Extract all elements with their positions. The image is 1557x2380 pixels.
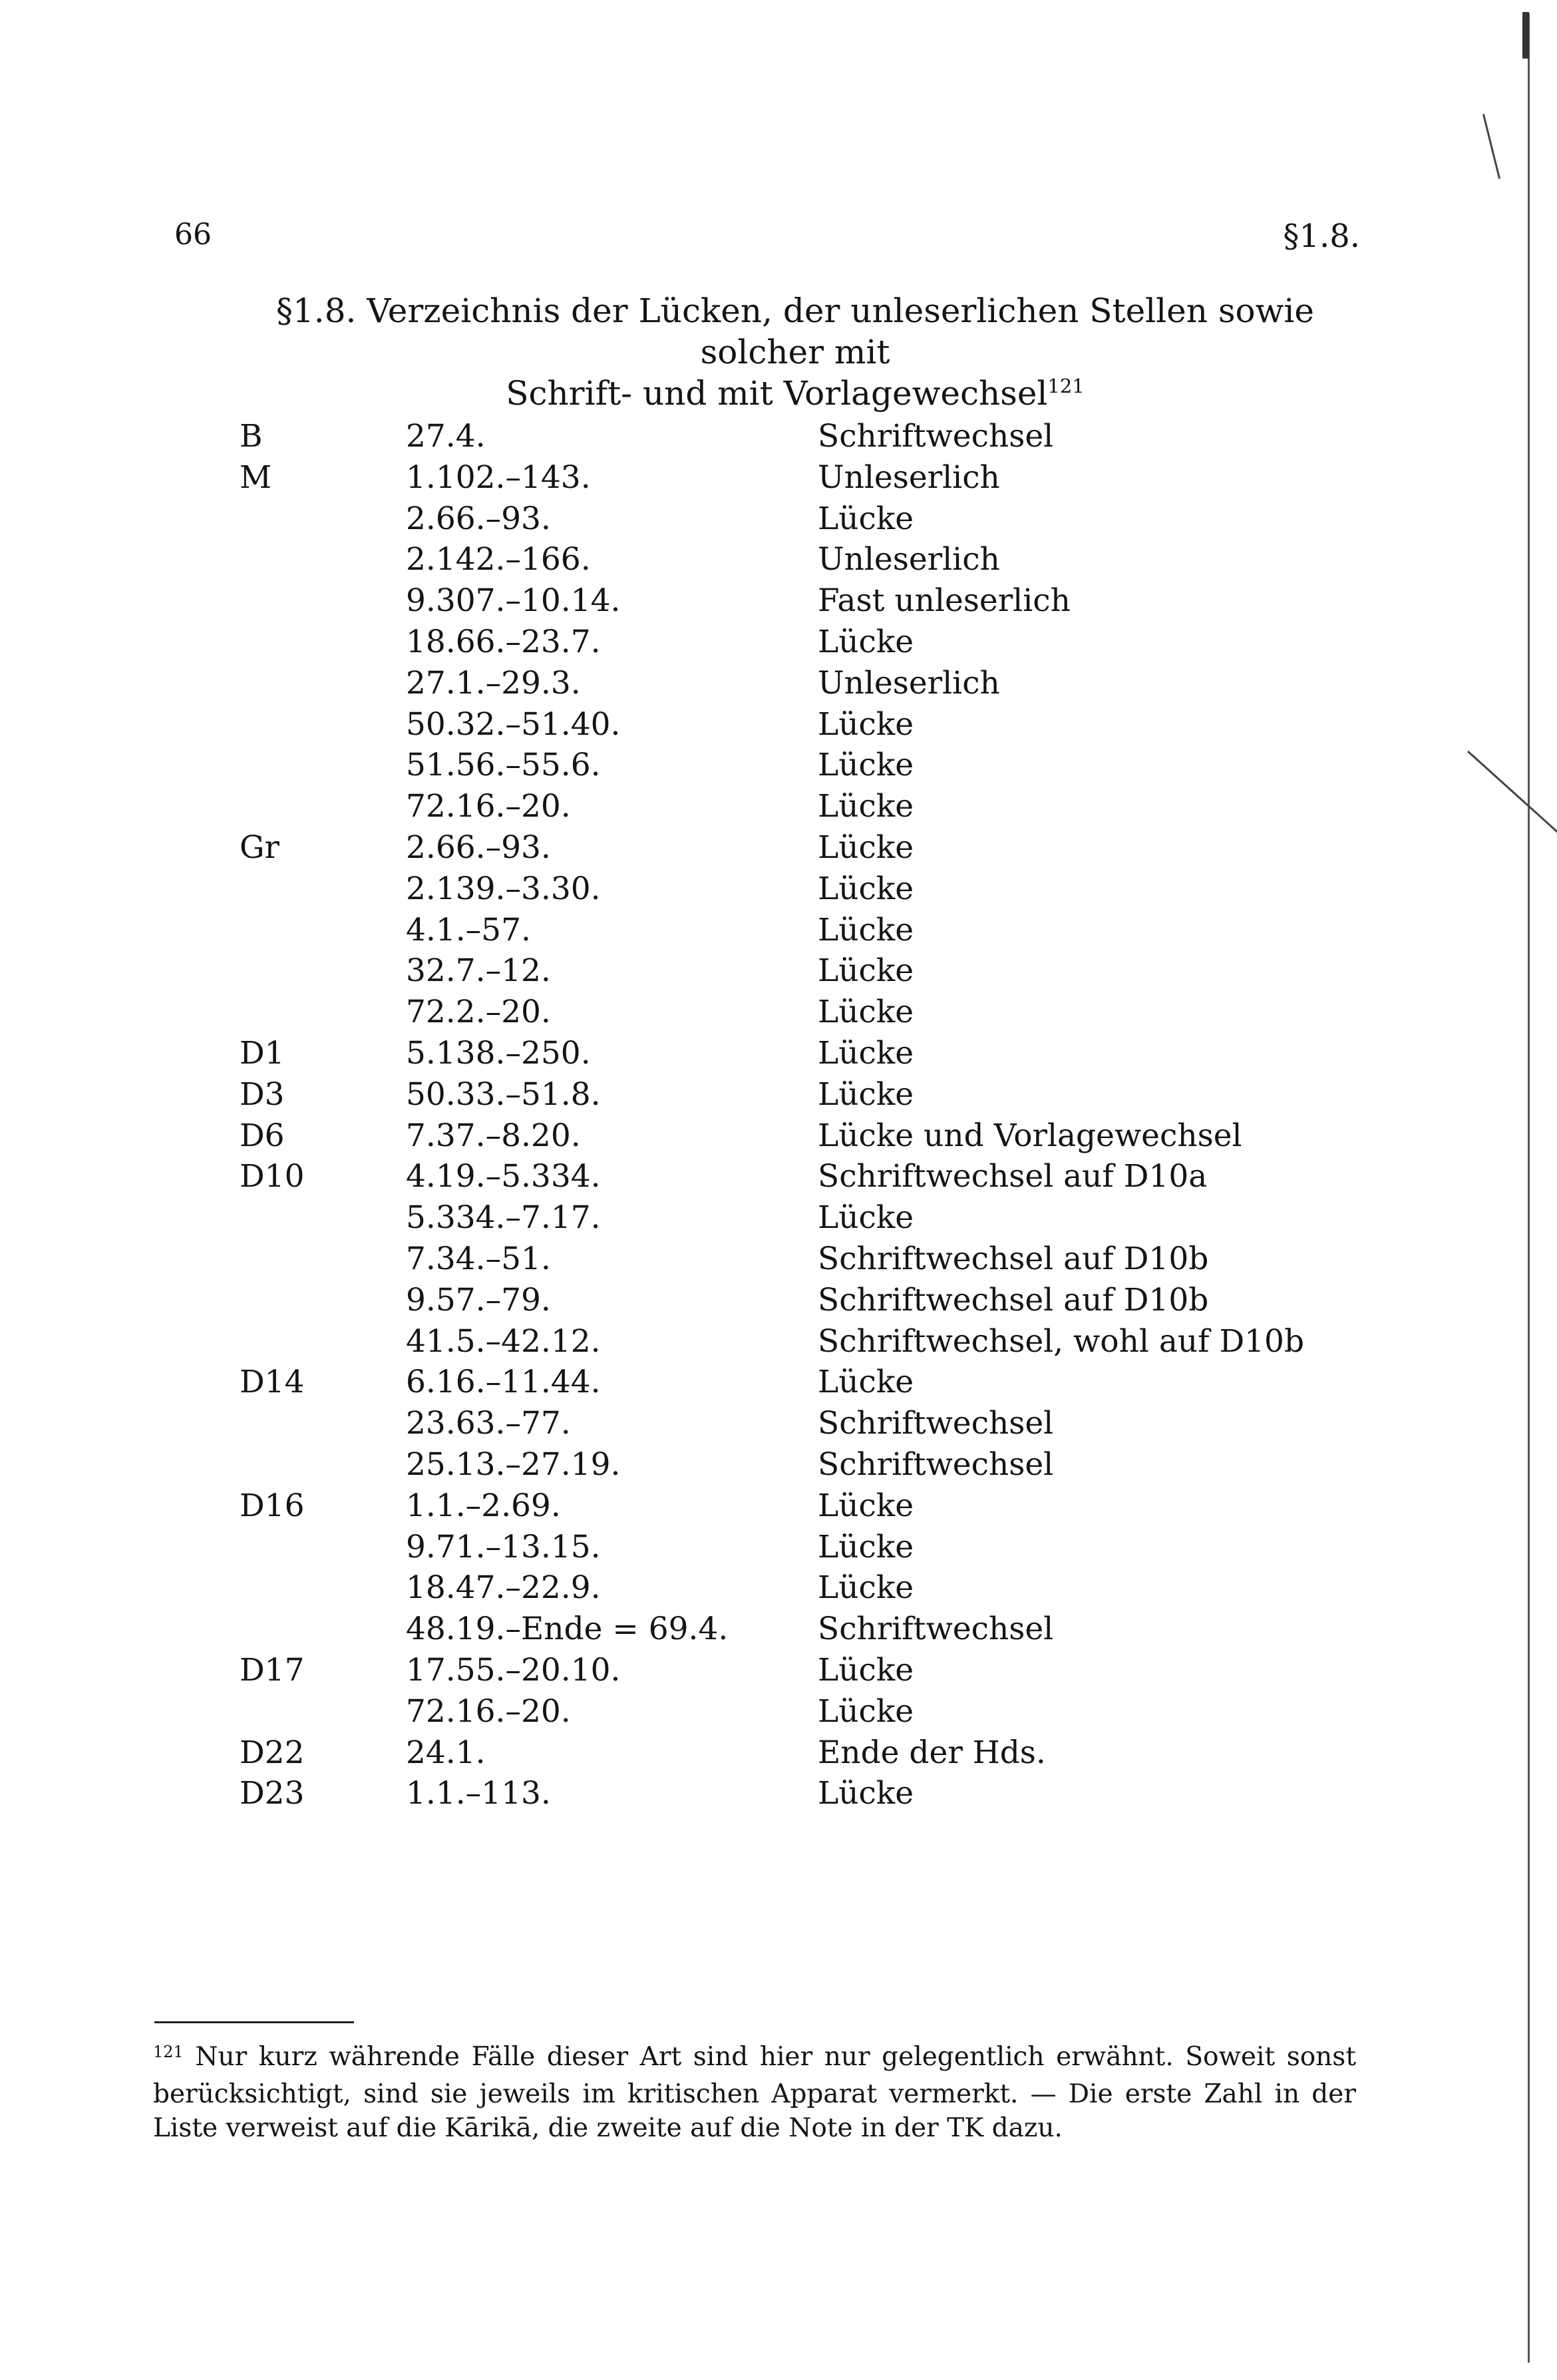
row-remark: Schriftwechsel xyxy=(818,1446,1054,1483)
row-sigle: D17 xyxy=(240,1651,305,1688)
row-remark: Lücke xyxy=(818,1651,914,1688)
footnote-rule xyxy=(154,2021,354,2023)
page-number: 66 xyxy=(174,218,212,252)
row-reference: 17.55.–20.10. xyxy=(406,1651,621,1688)
row-remark: Unleserlich xyxy=(818,664,1000,701)
row-remark: Lücke xyxy=(818,1364,914,1401)
row-remark: Lücke xyxy=(818,623,914,660)
row-reference: 2.139.–3.30. xyxy=(406,870,601,907)
row-remark: Schriftwechsel xyxy=(818,418,1054,455)
list-row xyxy=(240,1732,1371,1774)
section-title-line1: §1.8. Verzeichnis der Lücken, der unleserlichen Stellen sowie solcher mit xyxy=(275,292,1314,371)
list-row xyxy=(240,786,1371,827)
gap-list xyxy=(240,416,1371,1814)
list-row xyxy=(240,498,1371,540)
list-row xyxy=(240,1650,1371,1691)
list-row xyxy=(240,704,1371,745)
row-remark: Unleserlich xyxy=(818,541,1000,578)
list-row xyxy=(240,663,1371,704)
list-row xyxy=(240,1691,1371,1732)
row-remark: Schriftwechsel xyxy=(818,1405,1054,1442)
row-reference: 7.37.–8.20. xyxy=(406,1117,581,1154)
list-row xyxy=(240,622,1371,663)
row-remark: Schriftwechsel auf D10b xyxy=(818,1240,1209,1277)
row-remark: Lücke xyxy=(818,705,914,743)
list-row xyxy=(240,1280,1371,1321)
row-remark: Ende der Hds. xyxy=(818,1734,1046,1771)
row-sigle: D23 xyxy=(240,1775,305,1812)
row-sigle: D14 xyxy=(240,1364,305,1401)
row-remark: Lücke xyxy=(818,1692,914,1730)
row-remark: Lücke xyxy=(818,788,914,825)
scan-edge-mark xyxy=(1522,12,1529,59)
list-row xyxy=(240,580,1371,622)
list-row xyxy=(240,992,1371,1033)
row-remark: Lücke und Vorlagewechsel xyxy=(818,1117,1242,1154)
row-remark: Schriftwechsel xyxy=(818,1611,1054,1648)
row-remark: Lücke xyxy=(818,994,914,1031)
list-row xyxy=(240,1609,1371,1650)
row-reference: 24.1. xyxy=(406,1734,486,1771)
pencil-stroke xyxy=(1467,751,1557,841)
row-reference: 4.1.–57. xyxy=(406,911,531,948)
row-reference: 2.142.–166. xyxy=(406,541,591,578)
row-remark: Lücke xyxy=(818,1199,914,1237)
row-reference: 48.19.–Ende = 69.4. xyxy=(406,1611,729,1648)
section-title-line2-text: Schrift- und mit Vorlagewechsel xyxy=(506,374,1048,413)
row-remark: Fast unleserlich xyxy=(818,582,1071,620)
footnote-number: 121 xyxy=(153,2043,184,2061)
row-remark: Unleserlich xyxy=(818,459,1000,496)
row-remark: Lücke xyxy=(818,1775,914,1812)
row-remark: Schriftwechsel, wohl auf D10b xyxy=(818,1322,1305,1360)
list-row xyxy=(240,1567,1371,1609)
row-reference: 6.16.–11.44. xyxy=(406,1364,601,1401)
row-sigle: D16 xyxy=(240,1487,305,1524)
row-reference: 50.33.–51.8. xyxy=(406,1076,601,1113)
footnote-text: Nur kurz währende Fälle dieser Art sind hier nur gelegentlich erwähnt. Soweit sonst berücksichtigt, sind sie jeweils im kritischen Apparat vermerkt. — Die erste Zahl in der Liste verweist auf die Kārikā, die zweite auf die Note in der TK dazu. xyxy=(153,2042,1356,2143)
list-row xyxy=(240,1115,1371,1157)
pencil-stroke xyxy=(1482,114,1500,179)
row-remark: Lücke xyxy=(818,747,914,784)
list-row xyxy=(240,950,1371,992)
row-sigle: D22 xyxy=(240,1734,305,1771)
row-reference: 5.138.–250. xyxy=(406,1034,591,1072)
row-remark: Lücke xyxy=(818,829,914,866)
row-reference: 27.4. xyxy=(406,418,486,455)
row-sigle: D3 xyxy=(240,1076,285,1113)
row-reference: 25.13.–27.19. xyxy=(406,1446,621,1483)
row-reference: 51.56.–55.6. xyxy=(406,747,601,784)
section-title-line2 xyxy=(223,373,1367,419)
list-row xyxy=(240,910,1371,951)
row-remark: Lücke xyxy=(818,911,914,948)
list-row xyxy=(240,1321,1371,1362)
row-remark: Lücke xyxy=(818,870,914,907)
row-sigle: D1 xyxy=(240,1034,285,1072)
row-reference: 2.66.–93. xyxy=(406,500,551,537)
scan-edge-line xyxy=(1528,13,1530,2363)
row-reference: 72.16.–20. xyxy=(406,1692,571,1730)
row-reference: 9.307.–10.14. xyxy=(406,582,621,620)
row-reference: 50.32.–51.40. xyxy=(406,705,621,743)
row-reference: 18.66.–23.7. xyxy=(406,623,601,660)
row-remark: Schriftwechsel auf D10a xyxy=(818,1158,1208,1195)
row-reference: 2.66.–93. xyxy=(406,829,551,866)
list-row xyxy=(240,1773,1371,1814)
row-reference: 72.16.–20. xyxy=(406,788,571,825)
row-reference: 41.5.–42.12. xyxy=(406,1322,601,1360)
row-reference: 4.19.–5.334. xyxy=(406,1158,601,1195)
row-sigle: Gr xyxy=(240,829,280,866)
list-row xyxy=(240,1362,1371,1403)
list-row xyxy=(240,1403,1371,1444)
row-reference: 1.102.–143. xyxy=(406,459,591,496)
footnote-ref: 121 xyxy=(1047,375,1085,397)
list-row xyxy=(240,1527,1371,1568)
list-row xyxy=(240,1156,1371,1197)
row-reference: 72.2.–20. xyxy=(406,994,551,1031)
list-row xyxy=(240,457,1371,498)
row-remark: Lücke xyxy=(818,1076,914,1113)
list-row xyxy=(240,869,1371,910)
row-reference: 1.1.–2.69. xyxy=(406,1487,561,1524)
row-reference: 1.1.–113. xyxy=(406,1775,551,1812)
list-row xyxy=(240,416,1371,457)
row-reference: 18.47.–22.9. xyxy=(406,1569,601,1607)
row-reference: 9.57.–79. xyxy=(406,1281,551,1318)
row-remark: Lücke xyxy=(818,1487,914,1524)
row-sigle: D10 xyxy=(240,1158,305,1195)
running-head: §1.8. xyxy=(1283,218,1360,255)
row-remark: Lücke xyxy=(818,1569,914,1607)
row-remark: Lücke xyxy=(818,952,914,990)
list-row xyxy=(240,745,1371,786)
list-row xyxy=(240,1444,1371,1486)
list-row xyxy=(240,1197,1371,1239)
list-row xyxy=(240,1074,1371,1115)
list-row xyxy=(240,1486,1371,1527)
list-row xyxy=(240,1239,1371,1280)
row-reference: 23.63.–77. xyxy=(406,1405,571,1442)
row-reference: 7.34.–51. xyxy=(406,1240,551,1277)
row-reference: 32.7.–12. xyxy=(406,952,551,990)
row-sigle: D6 xyxy=(240,1117,285,1154)
row-remark: Lücke xyxy=(818,500,914,537)
list-row xyxy=(240,1033,1371,1074)
footnote xyxy=(153,2040,1356,2145)
list-row xyxy=(240,539,1371,580)
row-sigle: B xyxy=(240,418,263,455)
section-title xyxy=(223,290,1367,419)
row-remark: Lücke xyxy=(818,1034,914,1072)
row-reference: 9.71.–13.15. xyxy=(406,1528,601,1565)
row-reference: 5.334.–7.17. xyxy=(406,1199,601,1237)
row-remark: Lücke xyxy=(818,1528,914,1565)
row-sigle: M xyxy=(240,459,272,496)
row-reference: 27.1.–29.3. xyxy=(406,664,581,701)
row-remark: Schriftwechsel auf D10b xyxy=(818,1281,1209,1318)
list-row xyxy=(240,827,1371,869)
